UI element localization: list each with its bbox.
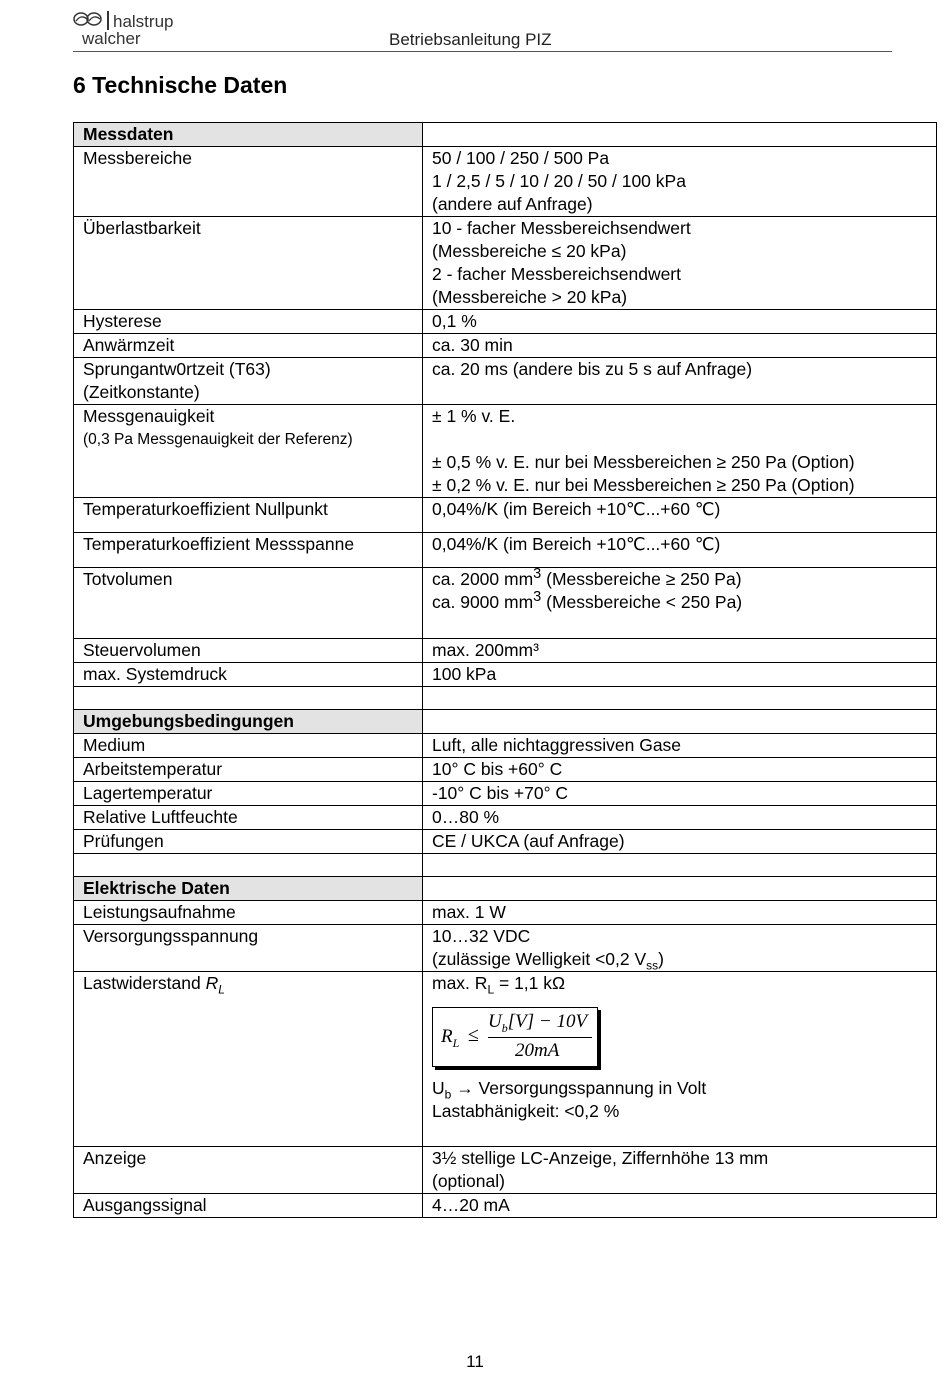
table-row bbox=[74, 782, 937, 806]
value-line: ± 0,2 % v. E. nur bei Messbereichen ≥ 250 Pa (Option) bbox=[432, 475, 855, 495]
formula-denominator: 20mA bbox=[515, 1040, 560, 1061]
formula-lhs: $R_L$ bbox=[441, 1026, 460, 1050]
header-divider bbox=[73, 51, 892, 52]
row-value bbox=[423, 568, 937, 639]
logo-mark-icon bbox=[73, 10, 103, 28]
logo-word-halstrup: halstrup bbox=[113, 12, 174, 31]
value-line: (Messbereiche > 20 kPa) bbox=[432, 287, 628, 307]
logo-divider bbox=[107, 11, 109, 30]
row-label: Anzeige bbox=[74, 1147, 423, 1194]
value-line: 3½ stellige LC-Anzeige, Ziffernhöhe 13 mm bbox=[432, 1148, 769, 1168]
row-value: 0,1 % bbox=[423, 310, 937, 334]
table-row bbox=[74, 310, 937, 334]
company-logo bbox=[73, 8, 193, 50]
value-line: 1 / 2,5 / 5 / 10 / 20 / 50 / 100 kPa bbox=[432, 171, 686, 191]
label-note: (0,3 Pa Messgenauigkeit der Referenz) bbox=[83, 431, 353, 448]
value-line: ca. 9000 $mm^3$ (Messbereiche < 250 Pa) bbox=[432, 589, 743, 612]
table-row bbox=[74, 334, 937, 358]
table-row bbox=[74, 639, 937, 663]
row-label: Ausgangssignal bbox=[74, 1194, 423, 1218]
logo-word-walcher: walcher bbox=[82, 29, 141, 48]
row-label: Totvolumen bbox=[74, 568, 423, 639]
row-label: Überlastbarkeit bbox=[74, 217, 423, 310]
section-heading: Messdaten bbox=[74, 123, 423, 147]
value-line: $U_b$ → Versorgungsspannung in Volt bbox=[432, 1078, 707, 1102]
row-label: Messbereiche bbox=[74, 147, 423, 217]
value-line: 2 - facher Messbereichsendwert bbox=[432, 264, 681, 284]
table-row bbox=[74, 405, 937, 498]
row-label bbox=[74, 405, 423, 498]
row-label: Lastwiderstand $R_L$ bbox=[74, 972, 423, 1147]
value-line: 10 - facher Messbereichsendwert bbox=[432, 218, 691, 238]
label-line: Sprungantw0rtzeit (T63) bbox=[83, 359, 271, 379]
row-value: -10° C bis +70° C bbox=[423, 782, 937, 806]
table-row bbox=[74, 663, 937, 687]
section-row-elektrisch bbox=[74, 877, 937, 901]
label-line: Messgenauigkeit bbox=[83, 406, 215, 426]
value-line: ± 0,5 % v. E. nur bei Messbereichen ≥ 250 Pa (Option) bbox=[432, 452, 855, 472]
table-row bbox=[74, 568, 937, 639]
table-row bbox=[74, 358, 937, 405]
table-row bbox=[74, 925, 937, 972]
row-value: 4…20 mA bbox=[423, 1194, 937, 1218]
value-line: (Messbereiche ≤ 20 kPa) bbox=[432, 241, 627, 261]
value-line: (zulässige Welligkeit <0,2 $V_{ss}$) bbox=[432, 949, 664, 973]
row-value bbox=[423, 217, 937, 310]
table-row bbox=[74, 901, 937, 925]
row-label bbox=[74, 358, 423, 405]
table-row bbox=[74, 806, 937, 830]
row-label: max. Systemdruck bbox=[74, 663, 423, 687]
row-value: ca. 20 ms (andere bis zu 5 s auf Anfrage) bbox=[423, 358, 937, 405]
table-row bbox=[74, 734, 937, 758]
row-label: Relative Luftfeuchte bbox=[74, 806, 423, 830]
row-value bbox=[423, 1147, 937, 1194]
row-value bbox=[423, 925, 937, 972]
row-value bbox=[423, 405, 937, 498]
table-row bbox=[74, 758, 937, 782]
row-value: max. 1 W bbox=[423, 901, 937, 925]
section-heading: Umgebungsbedingungen bbox=[74, 710, 423, 734]
row-value bbox=[423, 147, 937, 217]
value-line: 50 / 100 / 250 / 500 Pa bbox=[432, 148, 610, 168]
row-label: Anwärmzeit bbox=[74, 334, 423, 358]
table-row bbox=[74, 217, 937, 310]
row-value: CE / UKCA (auf Anfrage) bbox=[423, 830, 937, 854]
value-line: (optional) bbox=[432, 1171, 505, 1191]
table-row bbox=[74, 498, 937, 533]
spacer-row bbox=[74, 687, 937, 710]
section-heading: Elektrische Daten bbox=[74, 877, 423, 901]
technical-data-table bbox=[73, 122, 937, 1218]
section-row-umgebung bbox=[74, 710, 937, 734]
page-number: 11 bbox=[466, 1352, 484, 1371]
row-value: ca. 30 min bbox=[423, 334, 937, 358]
spacer-row bbox=[74, 854, 937, 877]
row-label: Leistungsaufnahme bbox=[74, 901, 423, 925]
value-line: ± 1 % v. E. bbox=[432, 406, 516, 426]
value-line: max. $R_L = 1,1$ kΩ bbox=[432, 973, 566, 997]
section-row-messdaten bbox=[74, 123, 937, 147]
formula-numerator: $U_b[V] - 10V$ bbox=[488, 1011, 588, 1035]
row-value bbox=[423, 972, 937, 1147]
fraction-line bbox=[488, 1037, 592, 1038]
load-resistance-formula bbox=[432, 1007, 598, 1067]
row-value: max. 200mm³ bbox=[423, 639, 937, 663]
value-line: (andere auf Anfrage) bbox=[432, 194, 593, 214]
row-label: Steuervolumen bbox=[74, 639, 423, 663]
table-row bbox=[74, 1147, 937, 1194]
table-row bbox=[74, 830, 937, 854]
row-label: Hysterese bbox=[74, 310, 423, 334]
table-row bbox=[74, 533, 937, 568]
formula-relation: ≤ bbox=[468, 1024, 479, 1046]
table-row bbox=[74, 972, 937, 1147]
row-value: 100 kPa bbox=[423, 663, 937, 687]
row-label: Temperaturkoeffizient Nullpunkt bbox=[74, 498, 423, 533]
document-title: Betriebsanleitung PIZ bbox=[389, 30, 552, 49]
table-row bbox=[74, 147, 937, 217]
row-value: 0,04%/K (im Bereich +10℃...+60 ℃) bbox=[423, 533, 937, 568]
table-row bbox=[74, 1194, 937, 1218]
value-line: 10…32 VDC bbox=[432, 926, 531, 946]
value-line: Lastabhänigkeit: <0,2 % bbox=[432, 1101, 620, 1121]
row-label: Versorgungsspannung bbox=[74, 925, 423, 972]
row-label: Prüfungen bbox=[74, 830, 423, 854]
row-value: 0,04%/K (im Bereich +10℃...+60 ℃) bbox=[423, 498, 937, 533]
row-value: 10° C bis +60° C bbox=[423, 758, 937, 782]
row-label: Lagertemperatur bbox=[74, 782, 423, 806]
row-value: Luft, alle nichtaggressiven Gase bbox=[423, 734, 937, 758]
label-line: (Zeitkonstante) bbox=[83, 382, 200, 402]
row-label: Medium bbox=[74, 734, 423, 758]
chapter-heading: 6 Technische Daten bbox=[73, 72, 288, 98]
row-value: 0…80 % bbox=[423, 806, 937, 830]
row-label: Arbeitstemperatur bbox=[74, 758, 423, 782]
row-label: Temperaturkoeffizient Messspanne bbox=[74, 533, 423, 568]
value-line: ca. 2000 $mm^3$ (Messbereiche ≥ 250 Pa) bbox=[432, 566, 742, 589]
